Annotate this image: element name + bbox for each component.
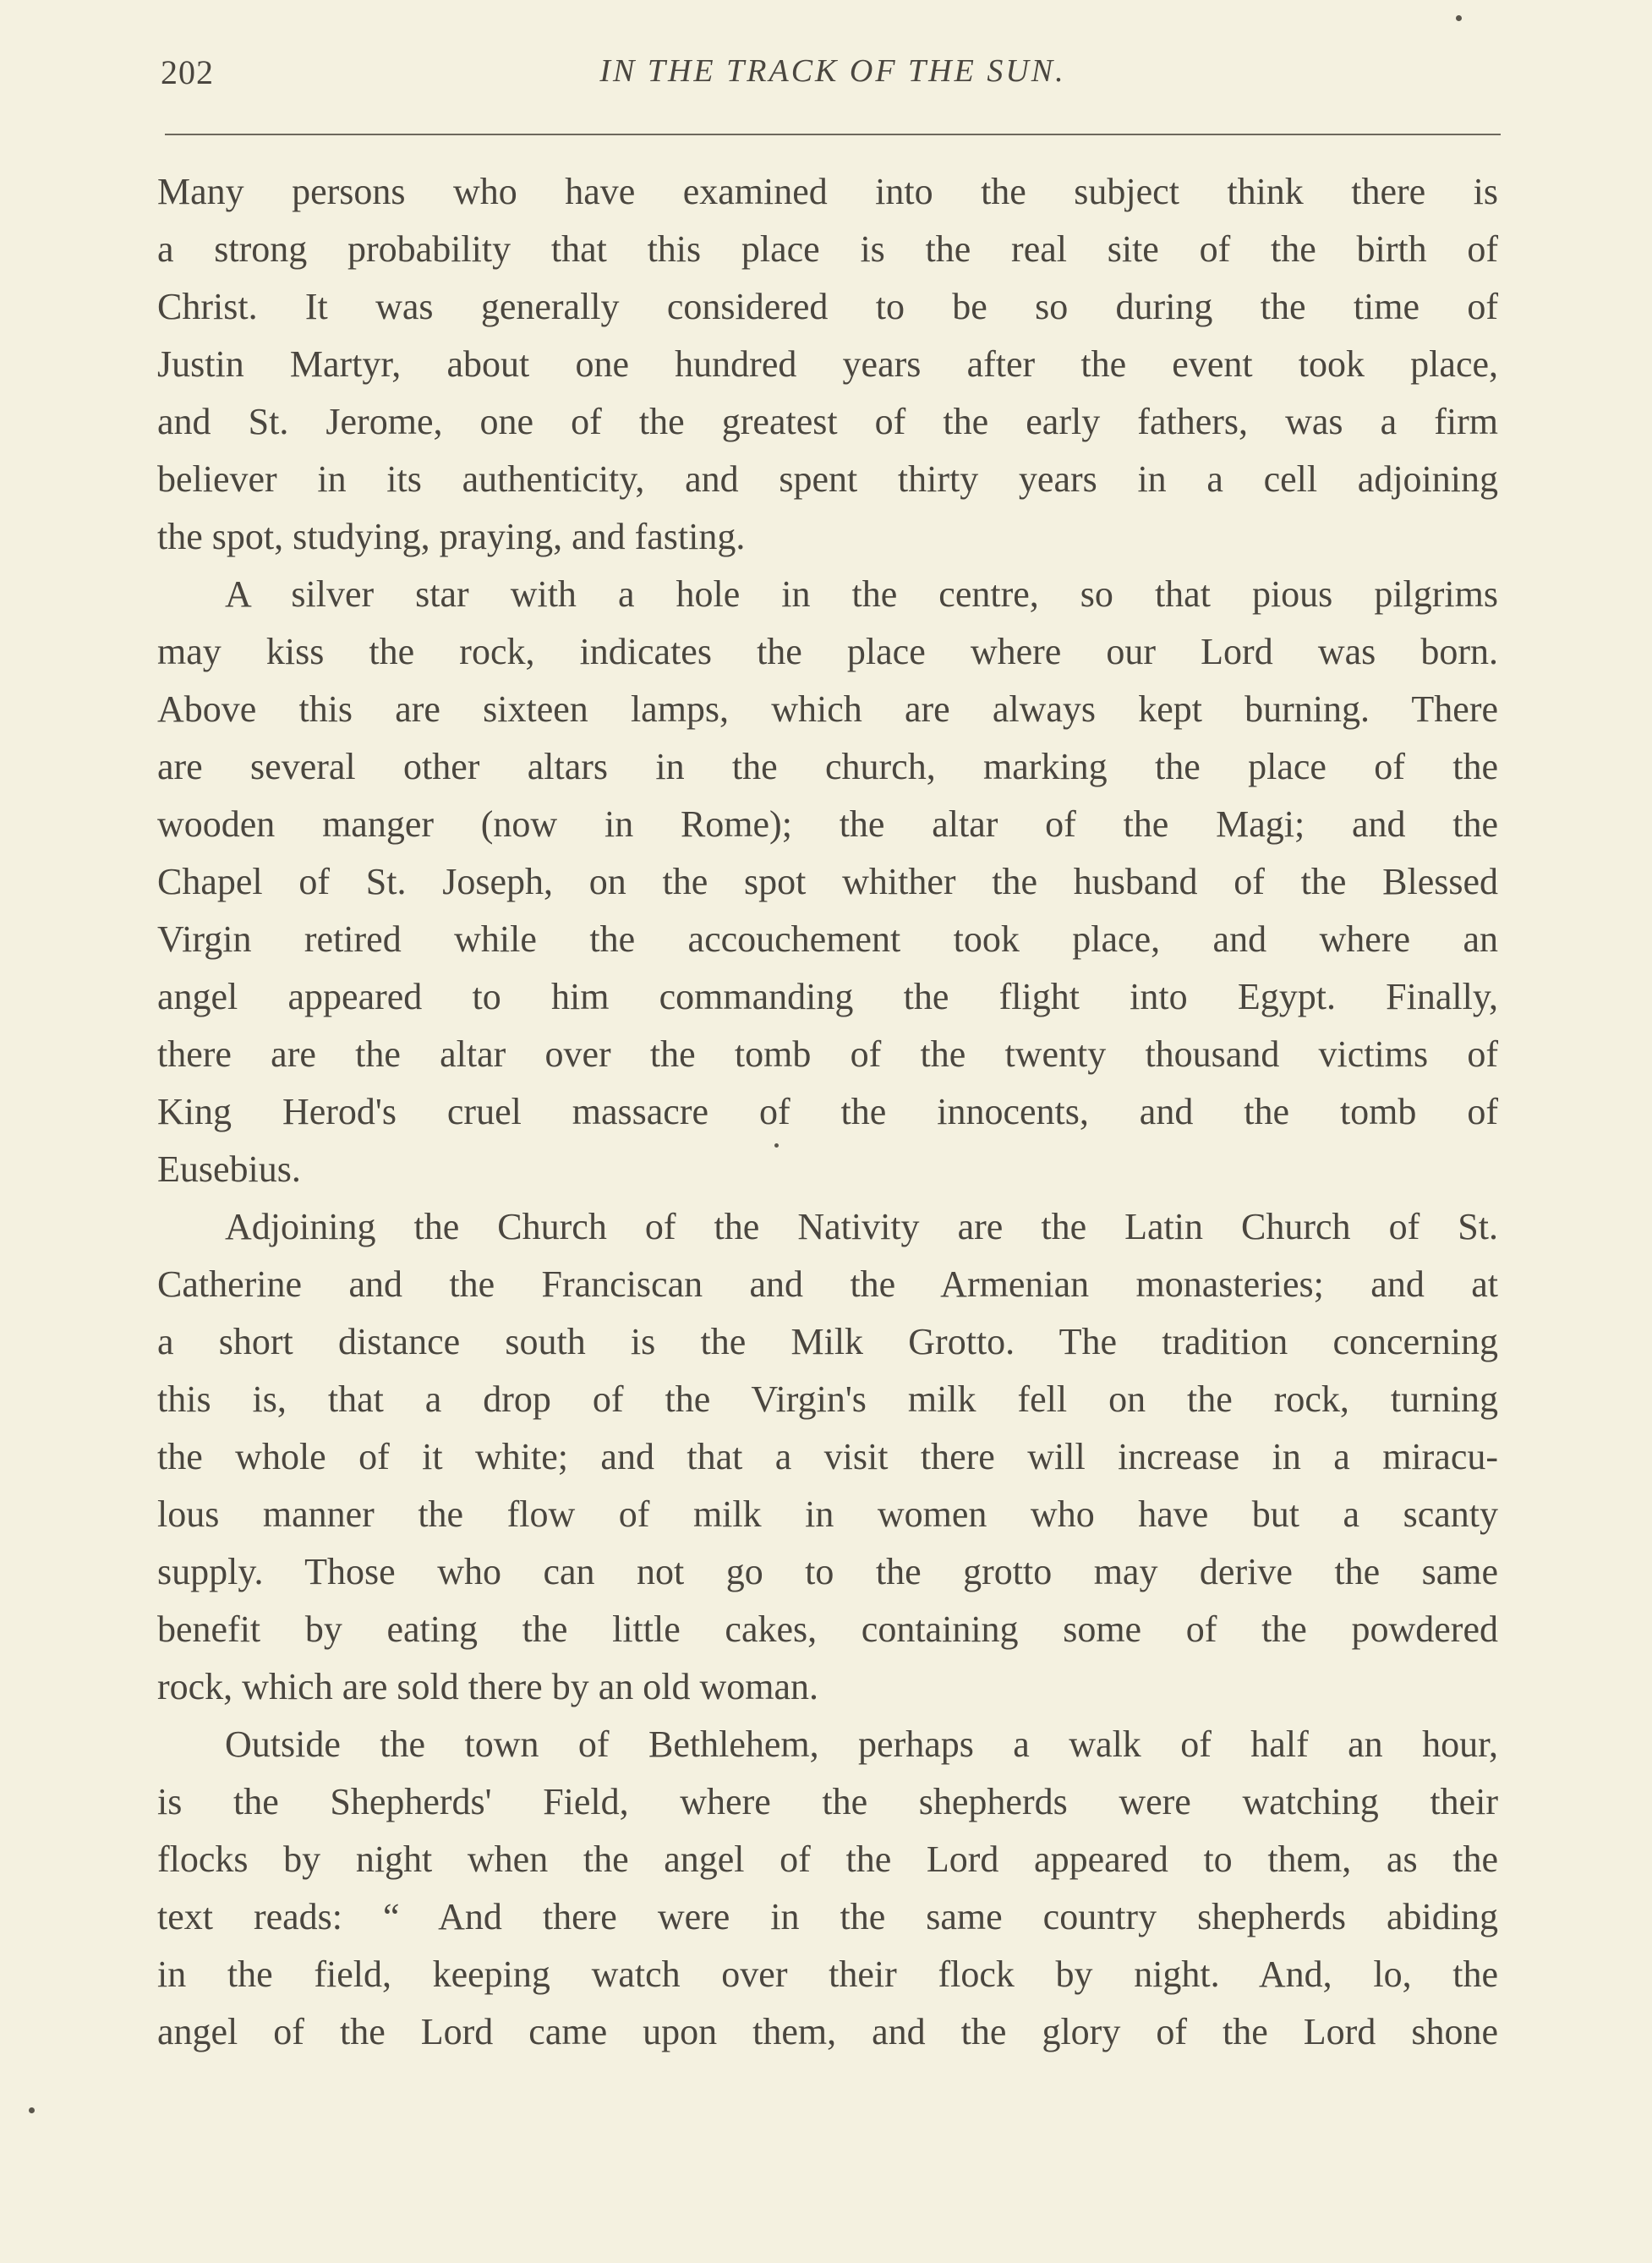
text-line: Outside the town of Bethlehem, perhaps a walk of half an hour, [225, 1723, 1498, 1765]
text-line: Christ. It was generally considered to be so during the time of [157, 286, 1498, 327]
text-line: in the field, keeping watch over their flock by night. And, lo, the [157, 1953, 1498, 1995]
text-line: King Herod's cruel massacre of the innocents, and the tomb of [157, 1091, 1498, 1132]
header-rule [165, 134, 1501, 135]
print-speck [774, 1143, 779, 1148]
text-line: angel of the Lord came upon them, and the glory of the Lord shone [157, 2011, 1498, 2052]
text-line: Chapel of St. Joseph, on the spot whither the husband of the Blessed [157, 861, 1498, 902]
text-line: Virgin retired while the accouchement took place, and where an [157, 918, 1498, 960]
text-line: are several other altars in the church, marking the place of the [157, 746, 1498, 787]
print-speck [1456, 15, 1462, 21]
page-number: 202 [161, 53, 214, 91]
running-title: IN THE TRACK OF THE SUN. [599, 53, 1066, 89]
text-line: the spot, studying, praying, and fasting. [157, 516, 746, 557]
text-line: angel appeared to him commanding the flight into Egypt. Finally, [157, 976, 1498, 1017]
text-line: Adjoining the Church of the Nativity are the Latin Church of St. [225, 1206, 1498, 1247]
text-line: supply. Those who can not go to the grotto may derive the same [157, 1551, 1498, 1592]
text-line: wooden manger (now in Rome); the altar of the Magi; and the [157, 803, 1498, 845]
text-line: Many persons who have examined into the subject think there is [157, 171, 1498, 212]
text-line: may kiss the rock, indicates the place where our Lord was born. [157, 631, 1498, 672]
text-line: flocks by night when the angel of the Lord appeared to them, as the [157, 1838, 1498, 1880]
text-line: is the Shepherds' Field, where the shepherds were watching their [157, 1781, 1498, 1822]
text-line: a short distance south is the Milk Grotto. The tradition concerning [157, 1321, 1498, 1362]
running-head [161, 52, 1505, 103]
text-line: Above this are sixteen lamps, which are always kept burning. There [157, 688, 1498, 730]
text-line: this is, that a drop of the Virgin's milk fell on the rock, turning [157, 1378, 1498, 1420]
text-line: rock, which are sold there by an old woman. [157, 1666, 818, 1707]
text-line: A silver star with a hole in the centre, so that pious pilgrims [225, 573, 1498, 615]
text-line: a strong probability that this place is the real site of the birth of [157, 228, 1498, 270]
text-line: Catherine and the Franciscan and the Armenian monasteries; and at [157, 1263, 1498, 1305]
print-speck [29, 2107, 35, 2113]
text-line: and St. Jerome, one of the greatest of the early fathers, was a firm [157, 401, 1498, 442]
body-text [157, 163, 1498, 2061]
text-line: text reads: “ And there were in the same country shepherds abiding [157, 1896, 1498, 1937]
text-line: lous manner the flow of milk in women who have but a scanty [157, 1493, 1498, 1535]
text-line: benefit by eating the little cakes, containing some of the powdered [157, 1608, 1498, 1650]
text-line: Eusebius. [157, 1148, 301, 1190]
text-line: there are the altar over the tomb of the twenty thousand victims of [157, 1033, 1498, 1075]
text-line: believer in its authenticity, and spent thirty years in a cell adjoining [157, 458, 1498, 500]
text-line: Justin Martyr, about one hundred years after the event took place, [157, 343, 1498, 385]
text-line: the whole of it white; and that a visit there will increase in a miracu- [157, 1436, 1498, 1477]
